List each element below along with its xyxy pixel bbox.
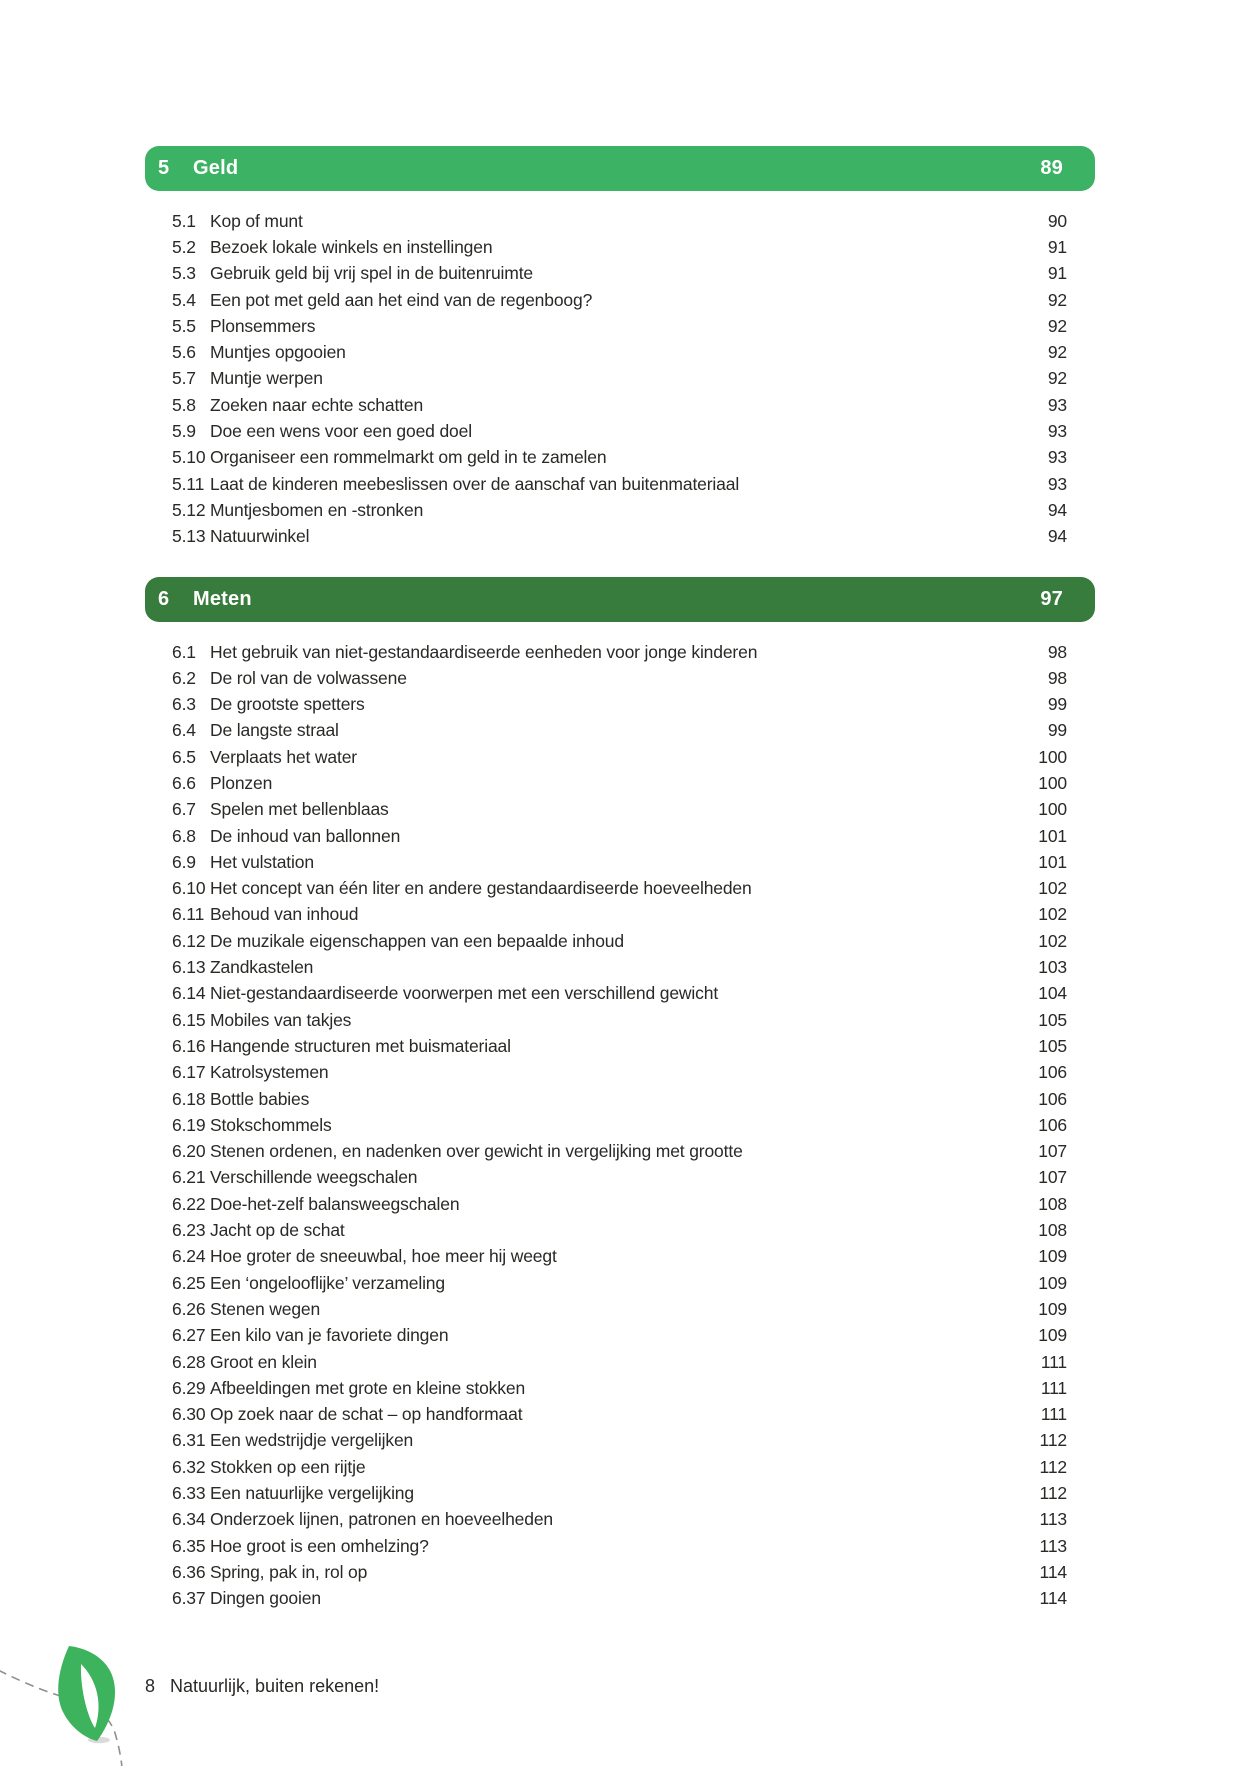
toc-entry-page: 100 [1038,746,1067,767]
toc-section-geld [145,146,1095,550]
toc-entry-page: 112 [1039,1483,1067,1503]
toc-entry-title: Muntje werpen [210,368,323,389]
toc-entry-page: 94 [1047,499,1067,520]
toc-entry [145,1401,1095,1427]
toc-entry-number: 5.10 [172,447,206,468]
toc-entry-title: De inhoud van ballonnen [210,825,401,846]
toc-entry-number: 6.9 [172,851,196,872]
toc-entry-page: 112 [1039,1456,1067,1477]
toc-entry-title: Bezoek lokale winkels en instellingen [210,236,493,257]
toc-entry-title: Het concept van één liter en andere gestandaardiseerde hoeveelheden [210,878,752,899]
toc-entry-title: De langste straal [210,720,339,741]
toc-entry-number: 6.18 [172,1088,206,1109]
toc-entry-number: 6.16 [172,1035,206,1056]
toc-entry-title: Zoeken naar echte schatten [210,394,424,415]
toc-entry-title: Verschillende weegschalen [210,1167,418,1188]
table-of-contents [145,146,1095,1612]
toc-entry [145,954,1095,980]
toc-entry-page: 114 [1039,1588,1067,1609]
toc-entry-page: 101 [1038,851,1067,872]
toc-entry-number: 6.36 [172,1561,206,1582]
toc-entry [145,797,1095,823]
toc-entry-page: 104 [1038,983,1067,1004]
toc-entry-number: 6.5 [172,746,196,767]
toc-section-meten [145,577,1095,1612]
toc-entry-number: 5.7 [172,368,196,389]
toc-entry-number: 6.1 [172,641,196,662]
toc-entry-title: Afbeeldingen met grote en kleine stokken [210,1377,526,1398]
toc-entry-title: Spring, pak in, rol op [210,1561,368,1582]
toc-entry-number: 6.37 [172,1588,206,1609]
toc-entry-number: 5.2 [172,236,196,257]
toc-entry-number: 5.12 [172,499,206,520]
toc-entry-number: 6.25 [172,1272,206,1293]
toc-entry [145,1454,1095,1480]
toc-entry [145,1165,1095,1191]
toc-entry-page: 105 [1038,1035,1067,1056]
section-items-list [145,191,1095,550]
toc-entry [145,1191,1095,1217]
toc-entry [145,208,1095,234]
toc-entry [145,524,1095,550]
toc-entry-page: 113 [1039,1509,1067,1530]
toc-entry-title: Doe-het-zelf balansweegschalen [210,1193,460,1214]
toc-entry-title: Onderzoek lijnen, patronen en hoeveelheden [210,1509,553,1530]
toc-entry-page: 92 [1047,342,1067,363]
toc-entry-title: Organiseer een rommelmarkt om geld in te zamelen [210,447,607,468]
toc-entry [145,287,1095,313]
toc-entry-page: 98 [1047,641,1067,662]
toc-entry-page: 92 [1047,289,1067,310]
toc-entry-page: 100 [1038,772,1067,793]
toc-entry [145,1033,1095,1059]
toc-entry-title: Spelen met bellenblaas [210,799,389,820]
footer-page-number: 8 [145,1676,156,1696]
section-items-list [145,622,1095,1612]
toc-entry-number: 6.4 [172,720,196,741]
toc-entry-page: 109 [1038,1325,1067,1346]
section-title: Geld [193,157,239,179]
toc-entry [145,445,1095,471]
toc-entry [145,1349,1095,1375]
toc-entry-number: 6.31 [172,1430,206,1451]
toc-entry [145,1270,1095,1296]
toc-entry-title: Stokschommels [210,1114,332,1135]
toc-entry-page: 106 [1038,1062,1067,1083]
toc-entry-page: 93 [1047,421,1067,442]
toc-entry-number: 6.17 [172,1062,206,1083]
toc-entry-number: 6.35 [172,1535,206,1556]
toc-entry-title: Een pot met geld aan het eind van de regenboog? [210,289,593,310]
toc-entry-page: 101 [1038,825,1067,846]
toc-entry-number: 6.30 [172,1404,206,1425]
toc-entry-page: 108 [1038,1220,1067,1241]
toc-entry-number: 6.23 [172,1220,206,1241]
toc-entry [145,418,1095,444]
toc-entry-title: Muntjesbomen en -stronken [210,499,424,520]
toc-entry [145,392,1095,418]
toc-entry [145,1428,1095,1454]
toc-entry [145,1139,1095,1165]
toc-entry [145,876,1095,902]
toc-entry-number: 6.15 [172,1009,206,1030]
toc-entry [145,928,1095,954]
section-number: 5 [158,157,170,179]
toc-entry-page: 112 [1039,1430,1067,1451]
section-number: 6 [158,587,170,610]
toc-entry-title: Een ‘ongelooflijke’ verzameling [210,1272,445,1293]
page-footer [145,1676,379,1697]
section-header-bar [145,146,1095,191]
toc-entry-number: 5.8 [172,394,196,415]
section-page-number: 97 [1040,587,1063,610]
toc-entry-number: 6.13 [172,957,206,978]
toc-entry-page: 107 [1038,1167,1067,1188]
toc-entry-page: 111 [1040,1351,1067,1372]
toc-entry-page: 106 [1038,1114,1067,1135]
toc-entry-page: 99 [1047,694,1067,715]
toc-entry-title: Dingen gooien [210,1588,321,1609]
toc-entry-number: 6.12 [172,930,206,951]
toc-entry-page: 114 [1039,1561,1067,1582]
toc-entry [145,770,1095,796]
toc-entry [145,1533,1095,1559]
toc-entry-number: 6.2 [172,667,196,688]
leaf-logo-icon [55,1643,125,1745]
toc-entry-number: 6.22 [172,1193,206,1214]
toc-entry-page: 99 [1047,720,1067,741]
toc-entry [145,1217,1095,1243]
toc-entry [145,981,1095,1007]
toc-entry-title: Het gebruik van niet-gestandaardiseerde eenheden voor jonge kinderen [210,641,758,662]
toc-entry-page: 91 [1047,263,1067,284]
toc-entry-title: Plonsemmers [210,315,316,336]
toc-entry-page: 107 [1038,1141,1067,1162]
toc-entry-page: 93 [1047,473,1067,494]
toc-entry [145,339,1095,365]
toc-entry-page: 106 [1038,1088,1067,1109]
toc-entry-number: 6.7 [172,799,196,820]
toc-entry [145,471,1095,497]
toc-entry [145,718,1095,744]
toc-entry [145,261,1095,287]
toc-entry [145,1559,1095,1585]
toc-entry-title: Op zoek naar de schat – op handformaat [210,1404,523,1425]
toc-entry-number: 5.6 [172,342,196,363]
toc-entry-page: 93 [1047,447,1067,468]
toc-entry-title: Doe een wens voor een goed doel [210,421,472,442]
footer-book-title: Natuurlijk, buiten rekenen! [170,1676,380,1696]
toc-entry-title: Niet-gestandaardiseerde voorwerpen met een verschillend gewicht [210,983,719,1004]
toc-entry-page: 92 [1047,315,1067,336]
toc-entry-number: 6.3 [172,694,196,715]
toc-entry-number: 6.6 [172,772,196,793]
toc-entry [145,639,1095,665]
toc-entry [145,313,1095,339]
toc-entry [145,1296,1095,1322]
toc-entry-page: 90 [1047,210,1067,231]
toc-entry-number: 6.26 [172,1298,206,1319]
toc-entry [145,1244,1095,1270]
toc-entry-number: 6.19 [172,1114,206,1135]
toc-entry-number: 5.9 [172,421,196,442]
toc-entry [145,1480,1095,1506]
toc-entry [145,1323,1095,1349]
toc-entry-title: Behoud van inhoud [210,904,359,925]
toc-entry [145,744,1095,770]
toc-entry [145,1586,1095,1612]
toc-entry-page: 109 [1038,1272,1067,1293]
toc-entry-title: Plonzen [210,772,273,793]
toc-entry [145,1060,1095,1086]
toc-entry-number: 6.21 [172,1167,206,1188]
section-page-number: 89 [1040,157,1063,179]
toc-entry-title: Hangende structuren met buismateriaal [210,1035,511,1056]
toc-entry-page: 102 [1038,930,1067,951]
toc-entry-page: 108 [1038,1193,1067,1214]
toc-entry-number: 5.4 [172,289,196,310]
toc-entry-number: 6.24 [172,1246,206,1267]
toc-entry-title: Kop of munt [210,210,303,231]
toc-entry-number: 6.33 [172,1483,206,1503]
toc-entry-number: 6.28 [172,1351,206,1372]
toc-entry-number: 5.5 [172,315,196,336]
toc-entry [145,1086,1095,1112]
toc-entry [145,234,1095,260]
toc-entry-number: 6.32 [172,1456,206,1477]
toc-entry-title: De muzikale eigenschappen van een bepaalde inhoud [210,930,624,951]
toc-entry-title: Laat de kinderen meebeslissen over de aanschaf van buitenmateriaal [210,473,740,494]
toc-entry-number: 6.20 [172,1141,206,1162]
toc-entry-title: Een natuurlijke vergelijking [210,1483,414,1503]
toc-entry-number: 5.11 [172,473,205,494]
toc-entry [145,902,1095,928]
toc-entry-page: 94 [1047,526,1067,547]
toc-entry-title: Muntjes opgooien [210,342,346,363]
toc-entry-page: 91 [1047,236,1067,257]
toc-entry [145,1375,1095,1401]
toc-entry-title: Verplaats het water [210,746,357,767]
toc-entry-number: 5.3 [172,263,196,284]
toc-entry-title: Natuurwinkel [210,526,310,547]
toc-entry-title: Zandkastelen [210,957,314,978]
toc-entry-page: 102 [1038,878,1067,899]
toc-entry-number: 6.8 [172,825,196,846]
toc-entry-page: 98 [1047,667,1067,688]
toc-entry [145,665,1095,691]
toc-entry [145,849,1095,875]
toc-entry-page: 100 [1038,799,1067,820]
toc-entry-title: Gebruik geld bij vrij spel in de buitenruimte [210,263,533,284]
toc-entry-number: 6.29 [172,1377,206,1398]
toc-entry-title: Een wedstrijdje vergelijken [210,1430,414,1451]
toc-entry-title: Stenen wegen [210,1298,321,1319]
toc-entry-title: Hoe groot is een omhelzing? [210,1535,429,1556]
toc-entry-page: 102 [1038,904,1067,925]
toc-entry-page: 109 [1038,1246,1067,1267]
toc-entry-number: 6.14 [172,983,206,1004]
toc-entry [145,1007,1095,1033]
toc-entry-number: 6.34 [172,1509,206,1530]
toc-entry-page: 92 [1047,368,1067,389]
toc-entry-number: 6.10 [172,878,206,899]
section-title: Meten [193,587,252,610]
toc-entry-page: 113 [1039,1535,1067,1556]
toc-entry-page: 105 [1038,1009,1067,1030]
toc-entry-title: Hoe groter de sneeuwbal, hoe meer hij weegt [210,1246,557,1267]
toc-entry-number: 6.27 [172,1325,206,1346]
toc-entry-title: Jacht op de schat [210,1220,345,1241]
toc-entry-title: Katrolsystemen [210,1062,329,1083]
section-header-bar [145,577,1095,622]
toc-entry-page: 111 [1040,1404,1067,1425]
toc-entry [145,497,1095,523]
toc-entry [145,1112,1095,1138]
toc-entry-page: 93 [1047,394,1067,415]
toc-entry-title: De grootste spetters [210,694,365,715]
toc-entry-page: 109 [1038,1298,1067,1319]
toc-entry-title: Stenen ordenen, en nadenken over gewicht in vergelijking met grootte [210,1141,743,1162]
toc-entry [145,366,1095,392]
toc-entry-page: 111 [1040,1377,1067,1398]
toc-entry-title: Stokken op een rijtje [210,1456,366,1477]
toc-entry-number: 5.13 [172,526,206,547]
toc-entry-title: Het vulstation [210,851,314,872]
toc-entry-title: Een kilo van je favoriete dingen [210,1325,449,1346]
toc-entry-title: Bottle babies [210,1088,310,1109]
toc-entry [145,823,1095,849]
toc-entry-title: Groot en klein [210,1351,317,1372]
toc-entry-title: De rol van de volwassene [210,667,407,688]
toc-entry-number: 5.1 [172,210,196,231]
toc-entry-number: 6.11 [172,904,205,925]
toc-entry [145,691,1095,717]
toc-entry-title: Mobiles van takjes [210,1009,352,1030]
toc-entry-page: 103 [1038,957,1067,978]
toc-entry [145,1507,1095,1533]
